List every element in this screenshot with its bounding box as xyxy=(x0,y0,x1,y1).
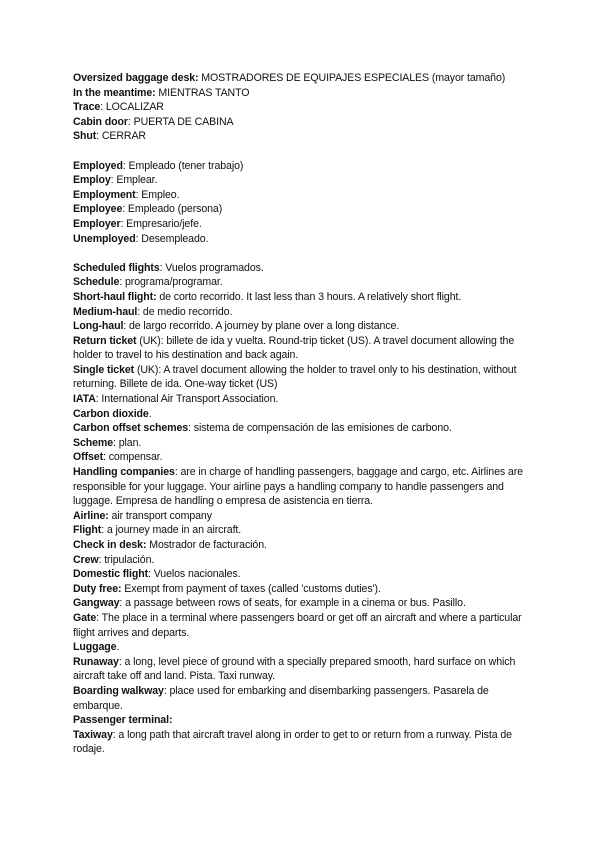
glossary-entry-return-ticket xyxy=(73,334,535,363)
glossary-definition: de corto recorrido. It last less than 3 hours. A relatively short flight. xyxy=(156,290,462,303)
glossary-definition: : plan. xyxy=(113,436,142,449)
glossary-entry-employ xyxy=(73,173,535,188)
glossary-term: Employer xyxy=(73,217,121,230)
glossary-term: Scheduled flights xyxy=(73,261,160,274)
glossary-definition: : Vuelos programados. xyxy=(159,261,264,274)
glossary-definition: : CERRAR xyxy=(96,130,146,143)
glossary-term: Duty free: xyxy=(73,582,122,595)
glossary-definition: Mostrador de facturación. xyxy=(146,539,267,551)
glossary-definition: : International Air Transport Association. xyxy=(95,393,279,406)
glossary-term: Offset xyxy=(73,451,104,464)
glossary-definition: : Desempleado. xyxy=(135,232,209,245)
glossary-entry-carbon-dioxide xyxy=(73,407,535,422)
glossary-definition: : Empresario/jefe. xyxy=(120,217,202,230)
glossary-entry-employed xyxy=(73,159,535,174)
glossary-definition: : de largo recorrido. A journey by plane over a long distance. xyxy=(123,320,400,333)
glossary-term: Single ticket xyxy=(73,363,135,376)
glossary-term: In the meantime: xyxy=(73,86,156,99)
glossary-entry-schedule xyxy=(73,275,535,290)
glossary-term: Domestic flight xyxy=(73,568,149,581)
glossary-term: Cabin door xyxy=(73,115,128,128)
glossary-term: Medium-haul xyxy=(73,305,138,318)
glossary-term: Unemployed xyxy=(73,232,136,245)
group-spacer xyxy=(73,246,535,261)
glossary-entry-in-the-meantime xyxy=(73,86,535,101)
glossary-definition: : Empleo. xyxy=(135,188,180,201)
glossary-definition: : a passage between rows of seats, for example in a cinema or bus. Pasillo. xyxy=(119,597,466,610)
glossary-term: Gate xyxy=(73,611,97,624)
glossary-definition: . xyxy=(116,641,120,654)
glossary-definition: : programa/programar. xyxy=(119,276,223,289)
glossary-entry-check-in-desk xyxy=(73,538,535,553)
glossary-entry-flight xyxy=(73,523,535,538)
glossary-entry-offset xyxy=(73,450,535,465)
glossary-term: Airline: xyxy=(73,509,109,522)
glossary-definition: : a journey made in an aircraft. xyxy=(101,524,242,537)
glossary-entry-single-ticket xyxy=(73,363,535,392)
glossary-term: Taxiway xyxy=(73,728,113,741)
glossary-definition: . xyxy=(148,407,152,420)
glossary-entry-iata xyxy=(73,392,535,407)
glossary-definition: : Emplear. xyxy=(110,174,158,187)
glossary-entry-scheme xyxy=(73,436,535,451)
glossary-definition: : Vuelos nacionales. xyxy=(148,568,241,581)
glossary-definition: : a long path that aircraft travel along in order to get to or return from a runway. Pista de rodaje. xyxy=(73,728,512,756)
glossary-entry-employer xyxy=(73,217,535,232)
glossary-definition: air transport company xyxy=(108,509,212,522)
glossary-definition: MOSTRADORES DE EQUIPAJES ESPECIALES (mayor tamaño) xyxy=(198,72,506,84)
glossary-term: Employed xyxy=(73,159,123,172)
glossary-entry-crew xyxy=(73,553,535,568)
glossary-term: Shut xyxy=(73,130,97,143)
glossary-term: Handling companies xyxy=(73,466,175,479)
glossary-entry-oversized-baggage-desk xyxy=(73,71,535,86)
glossary-definition: : sistema de compensación de las emisiones de carbono. xyxy=(188,422,452,435)
glossary-document xyxy=(73,71,535,757)
glossary-entry-luggage xyxy=(73,640,535,655)
glossary-term: Passenger terminal: xyxy=(73,714,173,727)
glossary-term: Runaway xyxy=(73,655,119,668)
glossary-entry-domestic-flight xyxy=(73,567,535,582)
glossary-entry-unemployed xyxy=(73,232,535,247)
glossary-term: Boarding walkway xyxy=(73,684,164,697)
glossary-term: Short-haul flight: xyxy=(73,290,157,303)
glossary-entry-gate xyxy=(73,611,535,640)
glossary-entry-cabin-door xyxy=(73,115,535,130)
glossary-definition: (UK): billete de ida y vuelta. Round-trip ticket (US). A travel document allowing the holder to travel to his destination and back again. xyxy=(73,334,515,362)
glossary-entry-runaway xyxy=(73,655,535,684)
glossary-term: Oversized baggage desk: xyxy=(73,72,199,84)
glossary-entry-employment xyxy=(73,188,535,203)
glossary-definition: : are in charge of handling passengers, baggage and cargo, etc. Airlines are responsible for your luggage. Your airline pays a handling company to handle passengers and luggage. Empresa de handling o empresa de asistencia en tierra. xyxy=(73,466,523,508)
glossary-definition: Exempt from payment of taxes (called 'customs duties'). xyxy=(121,582,381,595)
glossary-term: Employ xyxy=(73,174,111,187)
glossary-term: IATA xyxy=(73,393,96,406)
glossary-term: Check in desk: xyxy=(73,539,147,551)
glossary-definition: MIENTRAS TANTO xyxy=(155,86,250,99)
glossary-term: Gangway xyxy=(73,597,120,610)
glossary-term: Crew xyxy=(73,553,99,566)
glossary-term: Luggage xyxy=(73,641,117,654)
glossary-entry-carbon-offset-schemes xyxy=(73,421,535,436)
group-spacer xyxy=(73,144,535,159)
glossary-term: Trace xyxy=(73,101,101,114)
glossary-definition: : place used for embarking and disembarking passengers. Pasarela de embarque. xyxy=(73,684,489,712)
glossary-term: Carbon offset schemes xyxy=(73,422,189,435)
glossary-entry-medium-haul xyxy=(73,305,535,320)
glossary-entry-trace xyxy=(73,100,535,115)
glossary-term: Long-haul xyxy=(73,320,124,333)
glossary-definition: : de medio recorrido. xyxy=(137,305,233,318)
glossary-entry-scheduled-flights xyxy=(73,261,535,276)
glossary-entry-duty-free xyxy=(73,582,535,597)
glossary-entry-employee xyxy=(73,202,535,217)
glossary-definition: : compensar. xyxy=(103,451,163,464)
glossary-definition: : a long, level piece of ground with a specially prepared smooth, hard surface on which aircraft take off and land. Pista. Taxi runway. xyxy=(73,655,516,683)
glossary-term: Employee xyxy=(73,203,123,216)
glossary-entry-boarding-walkway xyxy=(73,684,535,713)
glossary-definition: : Empleado (tener trabajo) xyxy=(122,159,244,172)
glossary-definition: : PUERTA DE CABINA xyxy=(127,115,234,128)
glossary-definition: : The place in a terminal where passengers board or get off an aircraft and where a particular flight arrives and departs. xyxy=(73,611,522,639)
glossary-term: Carbon dioxide xyxy=(73,407,149,420)
glossary-entry-long-haul xyxy=(73,319,535,334)
glossary-term: Return ticket xyxy=(73,334,137,347)
glossary-entry-short-haul-flight xyxy=(73,290,535,305)
glossary-entry-shut xyxy=(73,129,535,144)
glossary-term: Employment xyxy=(73,188,136,201)
glossary-term: Flight xyxy=(73,524,102,537)
glossary-term: Scheme xyxy=(73,436,114,449)
glossary-definition: : Empleado (persona) xyxy=(122,203,223,216)
glossary-entry-taxiway xyxy=(73,728,535,757)
glossary-entry-airline xyxy=(73,509,535,524)
glossary-entry-gangway xyxy=(73,596,535,611)
glossary-definition: : tripulación. xyxy=(98,553,155,566)
glossary-definition: : LOCALIZAR xyxy=(100,101,164,114)
glossary-entry-handling-companies xyxy=(73,465,535,509)
glossary-definition: (UK): A travel document allowing the holder to travel only to his destination, without returning. Billete de ida. One-way ticket (US) xyxy=(73,363,517,391)
glossary-term: Schedule xyxy=(73,276,120,289)
glossary-entry-passenger-terminal xyxy=(73,713,535,728)
